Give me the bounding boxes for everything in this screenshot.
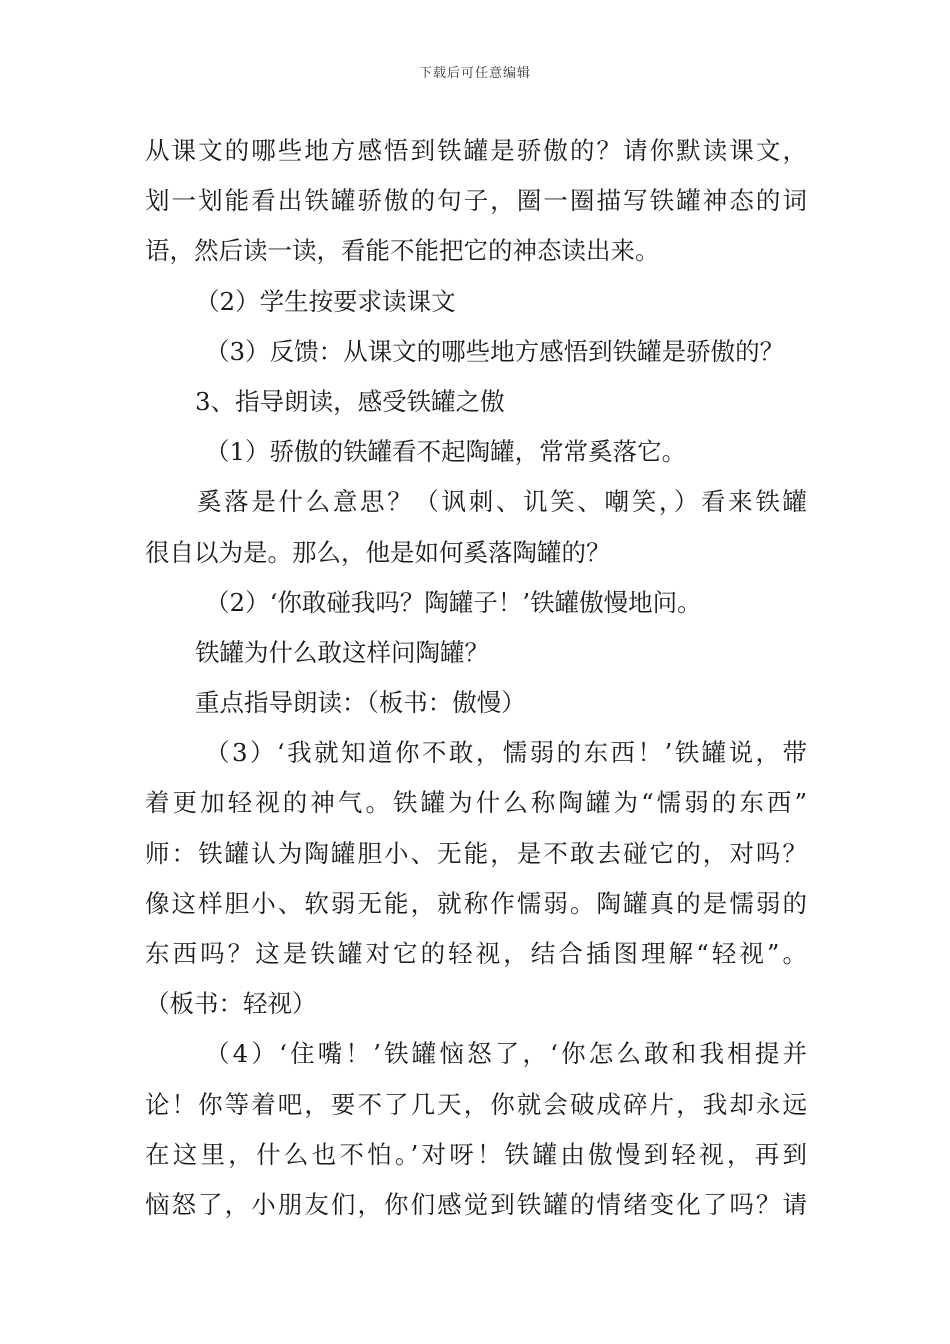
paragraph-line: （2）‘你敢碰我吗？陶罐子！’铁罐傲慢地问。 xyxy=(205,587,702,617)
paragraph-line: 论！你等着吧，要不了几天，你就会破成碎片，我却永远 xyxy=(145,1089,807,1119)
paragraph-line: 很自以为是。那么，他是如何奚落陶罐的？ xyxy=(145,537,611,567)
paragraph-line: 从课文的哪些地方感悟到铁罐是骄傲的？请你默读课文， xyxy=(145,136,807,165)
paragraph-line: 恼怒了，小朋友们，你们感觉到铁罐的情绪变化了吗？请 xyxy=(145,1189,807,1219)
paragraph-line: 奚落是什么意思？（讽刺、讥笑、嘲笑，）看来铁罐 xyxy=(197,487,807,517)
paragraph-line: 东西吗？这是铁罐对它的轻视，结合插图理解“轻视”。 xyxy=(145,939,807,968)
paragraph-line: 着更加轻视的神气。铁罐为什么称陶罐为“懦弱的东西” xyxy=(145,788,807,818)
paragraph-line: 语，然后读一读，看能不能把它的神态读出来。 xyxy=(145,236,660,266)
paragraph-line: （3）‘我就知道你不敢，懦弱的东西！’铁罐说，带 xyxy=(205,738,807,768)
paragraph-line: 3、指导朗读，感受铁罐之傲 xyxy=(195,386,505,416)
paragraph-line: （板书：轻视） xyxy=(145,989,317,1019)
paragraph-line: 重点指导朗读：（板书：傲慢） xyxy=(195,688,526,718)
paragraph-line: （1）骄傲的铁罐看不起陶罐，常常奚落它。 xyxy=(205,437,687,467)
paragraph-line: 在这里，什么也不怕。’对呀！铁罐由傲慢到轻视，再到 xyxy=(145,1139,807,1169)
document-body xyxy=(145,126,807,1230)
paragraph-line: 师：铁罐认为陶罐胆小、无能，是不敢去碰它的，对吗？ xyxy=(145,838,807,868)
paragraph-line: 像这样胆小、软弱无能，就称作懦弱。陶罐真的是懦弱的 xyxy=(145,888,807,918)
paragraph-line: （4）‘住嘴！’铁罐恼怒了，‘你怎么敢和我相提并 xyxy=(205,1039,807,1069)
paragraph-line: （3）反馈：从课文的哪些地方感悟到铁罐是骄傲的？ xyxy=(205,336,785,366)
page-header: 下载后可任意编辑 xyxy=(418,66,531,81)
paragraph-line: （2）学生按要求读课文 xyxy=(195,286,456,316)
paragraph-line: 划一划能看出铁罐骄傲的句子，圈一圈描写铁罐神态的词 xyxy=(145,186,807,216)
paragraph-line: 铁罐为什么敢这样问陶罐？ xyxy=(195,637,489,667)
